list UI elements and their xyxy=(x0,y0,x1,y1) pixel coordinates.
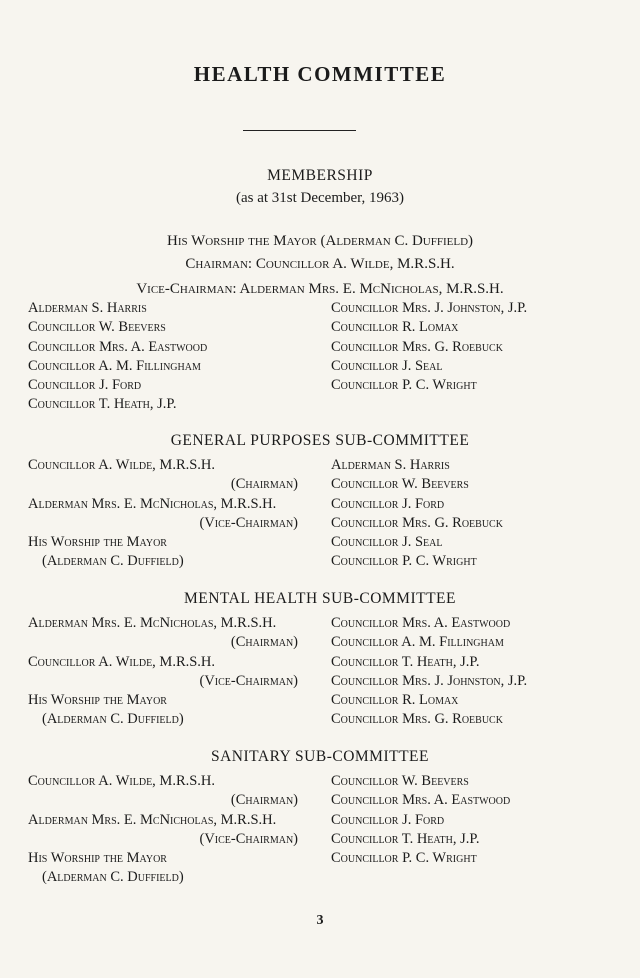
role-label: (Alderman C. Duffield) xyxy=(42,711,184,728)
member-name: Councillor A. Wilde, M.R.S.H. xyxy=(28,457,216,473)
membership-heading: MEMBERSHIP xyxy=(267,167,373,184)
role-label: (Vice-Chairman) xyxy=(199,672,298,689)
membership-right-column xyxy=(331,299,527,395)
member-name: Councillor J. Seal xyxy=(331,357,443,374)
member-name: Councillor R. Lomax xyxy=(331,319,459,336)
member-name: Councillor A. M. Fillingham xyxy=(28,357,201,374)
member-name: Councillor Mrs. G. Roebuck xyxy=(331,514,503,531)
member-name: Councillor J. Ford xyxy=(28,377,142,394)
member-name: Councillor P. C. Wright xyxy=(331,553,477,570)
role-label: (Vice-Chairman) xyxy=(199,830,298,847)
member-name: Alderman Mrs. E. McNicholas, M.R.S.H. xyxy=(28,495,277,512)
member-name: Councillor Mrs. G. Roebuck xyxy=(331,338,503,355)
member-name: His Worship the Mayor xyxy=(28,692,167,709)
member-name: Councillor Mrs. J. Johnston, J.P. xyxy=(331,672,528,689)
member-name: Councillor A. Wilde, M.R.S.H. xyxy=(28,653,216,670)
general-left-column xyxy=(28,456,298,572)
member-name: Alderman S. Harris xyxy=(331,457,450,473)
general-right-column xyxy=(331,456,503,572)
member-name: Councillor Mrs. G. Roebuck xyxy=(331,711,503,728)
page-title: HEALTH COMMITTEE xyxy=(193,62,447,86)
mental-right-column xyxy=(331,614,527,730)
membership-left-column xyxy=(28,299,207,415)
role-label: (Vice-Chairman) xyxy=(199,514,298,531)
sanitary-right-column xyxy=(331,772,510,868)
member-name: Alderman S. Harris xyxy=(28,300,147,316)
member-name: Councillor J. Ford xyxy=(331,495,445,512)
member-name: Alderman Mrs. E. McNicholas, M.R.S.H. xyxy=(28,615,277,631)
membership-date: (as at 31st December, 1963) xyxy=(235,190,405,206)
member-name: Councillor A. Wilde, M.R.S.H. xyxy=(28,773,216,789)
role-label: (Alderman C. Duffield) xyxy=(42,553,184,570)
mental-left-column xyxy=(28,614,298,730)
member-name: Councillor P. C. Wright xyxy=(331,850,477,867)
member-name: Councillor P. C. Wright xyxy=(331,377,477,394)
membership-vice-chairman: Vice-Chairman: Alderman Mrs. E. McNicholas, M.R.S.H. xyxy=(136,281,504,297)
member-name: His Worship the Mayor xyxy=(28,534,167,551)
role-label: (Alderman C. Duffield) xyxy=(42,869,184,886)
sanitary-heading: SANITARY SUB-COMMITTEE xyxy=(210,748,429,765)
membership-mayor: His Worship the Mayor (Alderman C. Duffield) xyxy=(166,233,474,249)
membership-chairman: Chairman: Councillor A. Wilde, M.R.S.H. xyxy=(185,256,455,272)
title-divider xyxy=(243,130,356,131)
member-name: Councillor W. Beevers xyxy=(28,319,166,336)
member-name: Councillor W. Beevers xyxy=(331,476,469,493)
member-name: Councillor J. Seal xyxy=(331,534,443,551)
member-name: Councillor R. Lomax xyxy=(331,692,459,709)
role-label: (Chairman) xyxy=(230,634,298,651)
member-name: Councillor Mrs. A. Eastwood xyxy=(331,615,511,631)
member-name: Councillor T. Heath, J.P. xyxy=(331,653,480,670)
general-purposes-heading: GENERAL PURPOSES SUB-COMMITTEE xyxy=(170,432,470,449)
member-name: Councillor Mrs. A. Eastwood xyxy=(331,792,511,809)
sanitary-left-column xyxy=(28,772,298,888)
member-name: Alderman Mrs. E. McNicholas, M.R.S.H. xyxy=(28,811,277,828)
member-name: Councillor T. Heath, J.P. xyxy=(331,830,480,847)
role-label: (Chairman) xyxy=(230,792,298,809)
member-name: Councillor A. M. Fillingham xyxy=(331,634,504,651)
mental-health-heading: MENTAL HEALTH SUB-COMMITTEE xyxy=(183,590,456,607)
role-label: (Chairman) xyxy=(230,476,298,493)
member-name: His Worship the Mayor xyxy=(28,850,167,867)
member-name: Councillor T. Heath, J.P. xyxy=(28,396,177,413)
member-name: Councillor J. Ford xyxy=(331,811,445,828)
page-number: 3 xyxy=(316,913,324,928)
member-name: Councillor Mrs. A. Eastwood xyxy=(28,338,208,355)
member-name: Councillor Mrs. J. Johnston, J.P. xyxy=(331,300,528,316)
member-name: Councillor W. Beevers xyxy=(331,773,469,789)
